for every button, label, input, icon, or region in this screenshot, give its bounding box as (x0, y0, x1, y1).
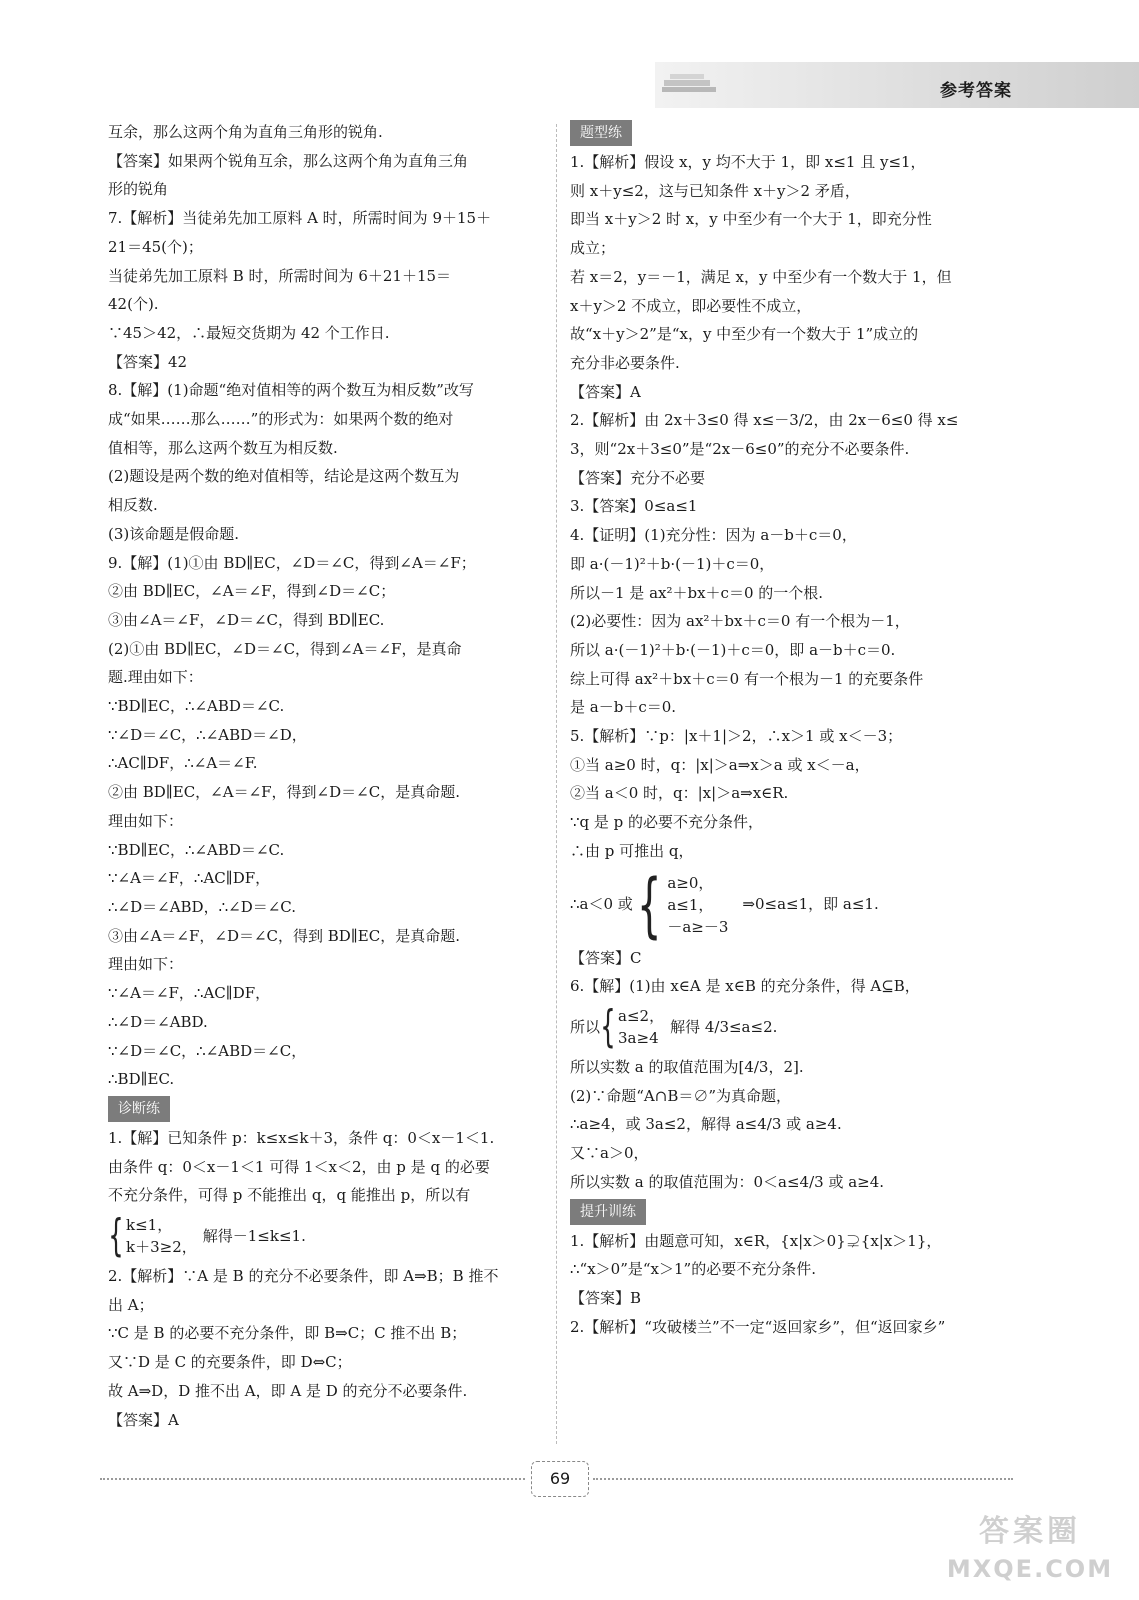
right-lines-d (570, 1227, 1016, 1342)
page-number: 69 (531, 1461, 589, 1497)
text-line: 1.【解】已知条件 p：k≤x≤k＋3，条件 q：0＜x－1＜1. (108, 1128, 495, 1147)
right-lines-c (570, 1053, 1016, 1197)
text-line: 9.【解】(1)①由 BD∥EC，∠D＝∠C，得到∠A＝∠F； (108, 553, 476, 572)
text-line: 所以实数 a 的取值范围为[4/3，2]. (570, 1057, 804, 1076)
right-column (570, 118, 1016, 1341)
text-line: ∵BD∥EC，∴∠ABD＝∠C. (108, 840, 285, 859)
text-line: 1.【解析】假设 x，y 均不大于 1，即 x≤1 且 y≤1， (570, 153, 926, 171)
column-divider (556, 124, 557, 1444)
text-line: 则 x＋y≤2，这与已知条件 x＋y＞2 矛盾， (570, 181, 860, 200)
text-line: ∵q 是 p 的必要不充分条件， (570, 813, 764, 832)
text-line: 所以 a·(－1)²＋b·(－1)＋c＝0，即 a－b＋c＝0. (570, 640, 896, 659)
text-line: 【答案】A (570, 382, 641, 401)
text-line: 即 a·(－1)²＋b·(－1)＋c＝0， (570, 554, 775, 573)
text-line: 相反数. (108, 496, 158, 515)
text-line: 是 a－b＋c＝0. (570, 698, 677, 717)
text-line: 理由如下： (108, 811, 184, 830)
text-line: ②当 a＜0 时，q：|x|＞a⇒x∈R. (570, 784, 789, 803)
text-line: (2)∵命题“A∩B＝∅”为真命题， (570, 1086, 792, 1105)
left-lines-a (108, 118, 548, 1094)
text-line: ∴a≥4，或 3a≤2，解得 a≤4/3 或 a≥4. (570, 1115, 842, 1134)
text-line: 4.【证明】(1)充分性：因为 a－b＋c＝0， (570, 526, 857, 545)
text-line: 【答案】B (570, 1288, 642, 1307)
system-lead: ∴a＜0 或 (570, 895, 633, 914)
left-column (108, 118, 548, 1434)
section-diagnose: 诊断练 (108, 1096, 170, 1122)
text-line: 【答案】A (108, 1410, 179, 1429)
text-line: 2.【解析】由 2x＋3≤0 得 x≤－3/2，由 2x－6≤0 得 x≤ (570, 411, 959, 430)
brace-icon: { (636, 863, 662, 946)
text-line: ∴∠D＝∠ABD. (108, 1012, 208, 1031)
text-line: 出 A； (108, 1295, 154, 1314)
text-line: 所以－1 是 ax²＋bx＋c＝0 的一个根. (570, 583, 824, 602)
footer-rule-right (593, 1478, 1013, 1480)
system-lines (667, 872, 728, 938)
text-line: 【答案】充分不必要 (570, 468, 706, 487)
text-line: 充分非必要条件. (570, 353, 680, 372)
right-system-a (570, 863, 1016, 946)
watermark-en: MXQE.COM (946, 1555, 1114, 1583)
text-line: ②由 BD∥EC，∠A＝∠F，得到∠D＝∠C； (108, 582, 396, 601)
text-line: ③由∠A＝∠F，∠D＝∠C，得到 BD∥EC，是真命题. (108, 926, 460, 945)
text-line: 8.【解】(1)命题“绝对值相等的两个数互为相反数”改写 (108, 381, 474, 400)
system-tail: ⇒0≤a≤1，即 a≤1. (742, 895, 879, 914)
left-system-b (108, 1210, 548, 1262)
text-line: (2)①由 BD∥EC，∠D＝∠C，得到∠A＝∠F，是真命 (108, 639, 462, 658)
text-line: 故 A⇒D，D 推不出 A，即 A 是 D 的充分不必要条件. (108, 1381, 468, 1400)
text-line: (2)题设是两个数的绝对值相等，结论是这两个数互为 (108, 467, 460, 486)
text-line: ∵∠A＝∠F，∴AC∥DF， (108, 869, 271, 888)
system-tail: 解得－1≤k≤1. (202, 1226, 306, 1245)
text-line: ①当 a≥0 时，q：|x|＞a⇒x＞a 或 x＜－a， (570, 755, 870, 774)
text-line: 又∵a＞0， (570, 1144, 649, 1163)
text-line: 3，则“2x＋3≤0”是“2x－6≤0”的充分不必要条件. (570, 440, 910, 459)
text-line: 6.【解】(1)由 x∈A 是 x∈B 的充分条件，得 A⊆B， (570, 977, 920, 996)
text-line: 综上可得 ax²＋bx＋c＝0 有一个根为－1 的充要条件 (570, 669, 924, 688)
header-title: 参考答案 (940, 81, 1012, 101)
text-line: ∴∠D＝∠ABD，∴∠D＝∠C. (108, 897, 297, 916)
book-decoration-icon (660, 66, 720, 100)
text-line: ∴由 p 可推出 q， (570, 841, 694, 860)
text-line: 7.【解析】当徒弟先加工原料 A 时，所需时间为 9＋15＋ (108, 209, 492, 228)
text-line: 5.【解析】∵p：|x＋1|＞2，∴x＞1 或 x＜－3； (570, 727, 903, 746)
text-line: a≥0， (667, 873, 714, 892)
text-line: 【答案】C (570, 948, 642, 967)
text-line: 当徒弟先加工原料 B 时，所需时间为 6＋21＋15＝ (108, 266, 452, 285)
system-lead: 所以 (570, 1017, 601, 1036)
section-improve: 提升训练 (570, 1199, 646, 1225)
left-lines-b (108, 1124, 548, 1210)
text-line: 若 x＝2，y＝－1，满足 x，y 中至少有一个数大于 1，但 (570, 267, 952, 286)
text-line: ∵∠D＝∠C，∴∠ABD＝∠D， (108, 725, 307, 744)
left-lines-c (108, 1262, 548, 1434)
system-lines (126, 1214, 197, 1258)
text-line: 题.理由如下： (108, 668, 203, 687)
brace-icon: { (600, 1000, 616, 1052)
text-line: a≤2， (618, 1006, 665, 1025)
text-line: ∵C 是 B 的必要不充分条件，即 B⇒C；C 推不出 B； (108, 1324, 467, 1343)
text-line: 值相等，那么这两个数互为相反数. (108, 438, 338, 457)
text-line: 【答案】如果两个锐角互余，那么这两个角为直角三角 (108, 151, 469, 170)
text-line: 2.【解析】“攻破楼兰”不一定“返回家乡”，但“返回家乡” (570, 1317, 946, 1336)
text-line: 互余，那么这两个角为直角三角形的锐角. (108, 123, 383, 141)
text-line: 形的锐角 (108, 180, 169, 199)
text-line: ∵BD∥EC，∴∠ABD＝∠C. (108, 697, 285, 716)
text-line: ∴“x＞0”是“x＞1”的必要不充分条件. (570, 1260, 816, 1279)
text-line: 3.【答案】0≤a≤1 (570, 497, 698, 516)
watermark-cn: 答案圈 (979, 1514, 1081, 1549)
text-line: ∴AC∥DF，∴∠A＝∠F. (108, 754, 258, 773)
header-band (655, 62, 1139, 108)
text-line: (3)该命题是假命题. (108, 524, 240, 543)
text-line: 理由如下： (108, 955, 184, 974)
system-tail: 解得 4/3≤a≤2. (670, 1017, 778, 1036)
watermark (930, 1512, 1130, 1594)
right-system-b (570, 1000, 1016, 1052)
text-line: －a≥－3 (667, 917, 729, 936)
text-line: ∵∠A＝∠F，∴AC∥DF， (108, 984, 271, 1003)
text-line: 即当 x＋y＞2 时 x，y 中至少有一个大于 1，即充分性 (570, 210, 932, 229)
text-line: 2.【解析】∵A 是 B 的充分不必要条件，即 A⇒B；B 推不 (108, 1267, 499, 1286)
text-line: 3a≥4 (618, 1028, 659, 1047)
text-line: 所以实数 a 的取值范围为：0＜a≤4/3 或 a≥4. (570, 1172, 885, 1191)
text-line: ③由∠A＝∠F，∠D＝∠C，得到 BD∥EC. (108, 610, 385, 629)
text-line: 【答案】42 (108, 352, 188, 371)
text-line: (2)必要性：因为 ax²＋bx＋c＝0 有一个根为－1， (570, 612, 910, 631)
section-type: 题型练 (570, 120, 632, 146)
text-line: k＋3≥2， (126, 1238, 197, 1257)
text-line: 不充分条件，可得 p 不能推出 q，q 能推出 p，所以有 (108, 1186, 471, 1205)
system-lines (618, 1005, 664, 1049)
text-line: 由条件 q：0＜x－1＜1 可得 1＜x＜2，由 p 是 q 的必要 (108, 1157, 490, 1176)
text-line: 故“x＋y＞2”是“x，y 中至少有一个数大于 1”成立的 (570, 325, 919, 344)
text-line: ∵∠D＝∠C，∴∠ABD＝∠C， (108, 1041, 307, 1060)
text-line: ∵45＞42，∴最短交货期为 42 个工作日. (108, 323, 390, 342)
text-line: x＋y＞2 不成立，即必要性不成立， (570, 296, 812, 315)
text-line: 42(个). (108, 295, 159, 314)
brace-icon: { (108, 1210, 124, 1262)
text-line: a≤1， (667, 895, 714, 914)
text-line: 成“如果……那么……”的形式为：如果两个数的绝对 (108, 410, 454, 429)
text-line: ∴BD∥EC. (108, 1070, 175, 1089)
text-line: 成立； (570, 239, 616, 258)
text-line: 又∵D 是 C 的充要条件，即 D⇔C； (108, 1353, 352, 1372)
text-line: 1.【解析】由题意可知，x∈R，{x|x＞0}⊋{x|x＞1}， (570, 1231, 942, 1250)
text-line: 21＝45(个)； (108, 237, 203, 256)
footer-rule-left (100, 1478, 525, 1480)
text-line: ②由 BD∥EC，∠A＝∠F，得到∠D＝∠C，是真命题. (108, 783, 460, 802)
text-line: k≤1， (126, 1216, 173, 1235)
right-lines-a (570, 148, 1016, 866)
right-lines-b (570, 944, 1016, 1001)
